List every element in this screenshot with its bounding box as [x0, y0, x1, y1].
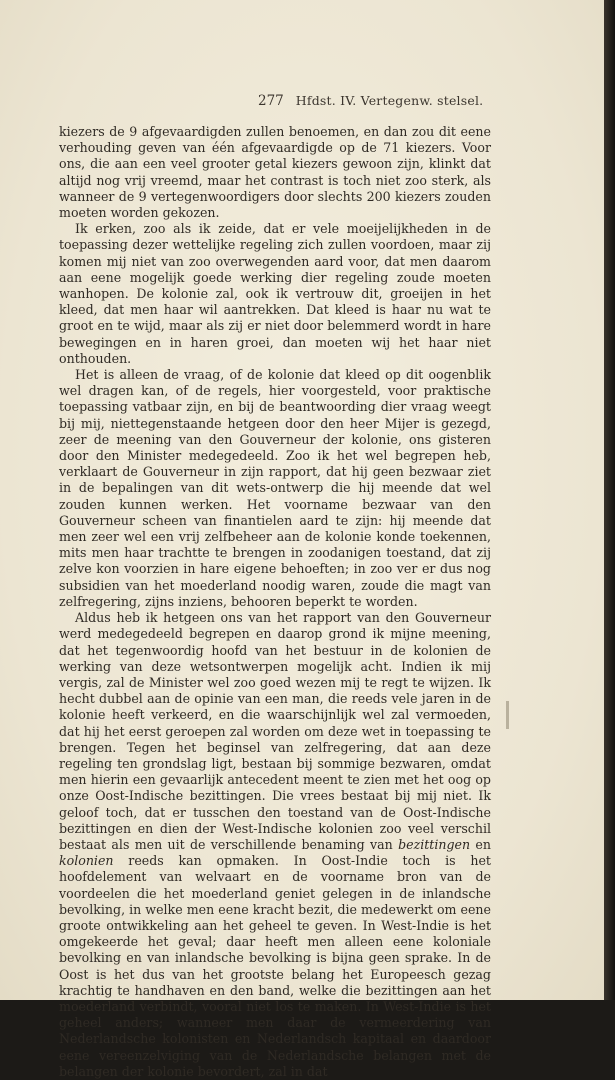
paragraph: kiezers de 9 afgevaardigden zullen benoemen, en dan zou dit eene verhouding geven van één afgevaardigde op de 71 kiezers. Voor ons, die aan een veel grooter getal kiezers gewoon zijn, klinkt dat altijd nog vrij vreemd, maar het contrast is toch niet zoo sterk, als wanneer de 9 vertegenwoordigers door slechts 200 kiezers zouden moeten worden gekozen. — [59, 124, 491, 221]
paragraph: Ik erken, zoo als ik zeide, dat er vele moeijelijkheden in de toepassing dezer wettelijke regeling zich zullen voordoen, maar zij komen mij niet van zoo overwegenden aard voor, dat men daarom aan eene mogelijk goede werking dier regeling zoude moeten wanhopen. De kolonie zal, ook ik vertrouw dit, groeijen in het kleed, dat men haar wil aantrekken. Dat kleed is haar nu wat te groot en te wijd, maar als zij er niet door belemmerd wordt in hare bewegingen en in haren groei, dan moeten wij het haar niet onthouden. — [59, 221, 491, 366]
margin-mark — [506, 701, 509, 729]
italic-term: kolonien — [59, 853, 114, 869]
body-text — [59, 124, 491, 1080]
paragraph-text: Aldus heb ik hetgeen ons van het rapport van den Gouverneur werd medegedeeld begrepen en daarop grond ik mijne meening, dat het tegenwoordig hoofd van het bestuur in de kolonien de werking van deze wetsontwerpen mogelijk acht. Indien ik mij vergis, zal de Minister wel zoo goed wezen mij te regt te wijzen. Ik hecht dubbel aan de opinie van een man, die reeds vele jaren in de kolonie heeft verkeerd, en die waarschijnlijk wel zal vermoeden, dat hij het eerst geroepen zal worden om deze wet in toepassing te brengen. Tegen het beginsel van zelfregering, dat aan deze regeling ten grondslag ligt, bestaan bij sommige bezwaren, omdat men hierin een gevaarlijk antecedent meent te zien met het oog op onze Oost-Indische bezittingen. Die vrees bestaat bij mij niet. Ik geloof toch, dat er tusschen den toestand van de Oost-Indische bezittingen en dien der West-Indische kolonien zoo veel verschil bestaat als men uit de verschillende benaming van — [59, 610, 491, 852]
page-edge — [604, 0, 615, 1000]
paragraph — [59, 610, 491, 1080]
running-title: Hfdst. IV. Vertegenw. stelsel. — [295, 93, 484, 108]
running-header — [258, 93, 498, 113]
paragraph-text: reeds kan opmaken. In Oost-Indie toch is het hoofdelement van welvaart en de voorname bron van de voordeelen die het moederland geniet gelegen in de inlandsche bevolking, in welke men eene kracht bezit, die medewerkt om eene groote ontwikkeling aan het geheel te geven. In West-Indie is het omgekeerde het geval; daar heeft men alleen eene koloniale bevolking en van inlandsche bevolking is bijna geen sprake. In de Oost is het dus van het grootste belang het Europeesch gezag krachtig te handhaven en den band, welke die bezittingen aan het moederland verbindt, vooral niet los te maken. In West-Indie is het geheel anders; wanneer men daar de vermeerdering van Nederlandsche kolonisten en Nederlandsch kapitaal en daardoor eene vereenzelviging van de Nederlandsche belangen met de belangen der kolonie bevordert, zal in dat — [59, 853, 491, 1079]
italic-term: bezittingen — [398, 836, 471, 852]
page-number: 277 — [258, 93, 284, 109]
paragraph-text: en — [470, 836, 491, 852]
paragraph: Het is alleen de vraag, of de kolonie dat kleed op dit oogenblik wel dragen kan, of de regels, hier voorgesteld, voor praktische toepassing vatbaar zijn, en bij de beantwoording dier vraag weegt bij mij, niettegenstaande hetgeen door den heer Mijer is gezegd, zeer de meening van den Gouverneur der kolonie, ons gisteren door den Minister medegedeeld. Zoo ik het wel begrepen heb, verklaart de Gouverneur in zijn rapport, dat hij geen bezwaar ziet in de bepalingen van dit wets-ontwerp die hij meende dat wel zouden kunnen werken. Het voorname bezwaar van den Gouverneur scheen van finantielen aard te zijn: hij meende dat men zeer wel een vrij zelfbeheer aan de kolonie konde toekennen, mits men haar trachtte te brengen in zoodanigen toestand, dat zij zelve kon voorzien in hare eigene behoeften; in zoo ver er dus nog subsidien van het moederland noodig waren, zoude die magt van zelfregering, zijns inziens, behooren beperkt te worden. — [59, 367, 491, 609]
